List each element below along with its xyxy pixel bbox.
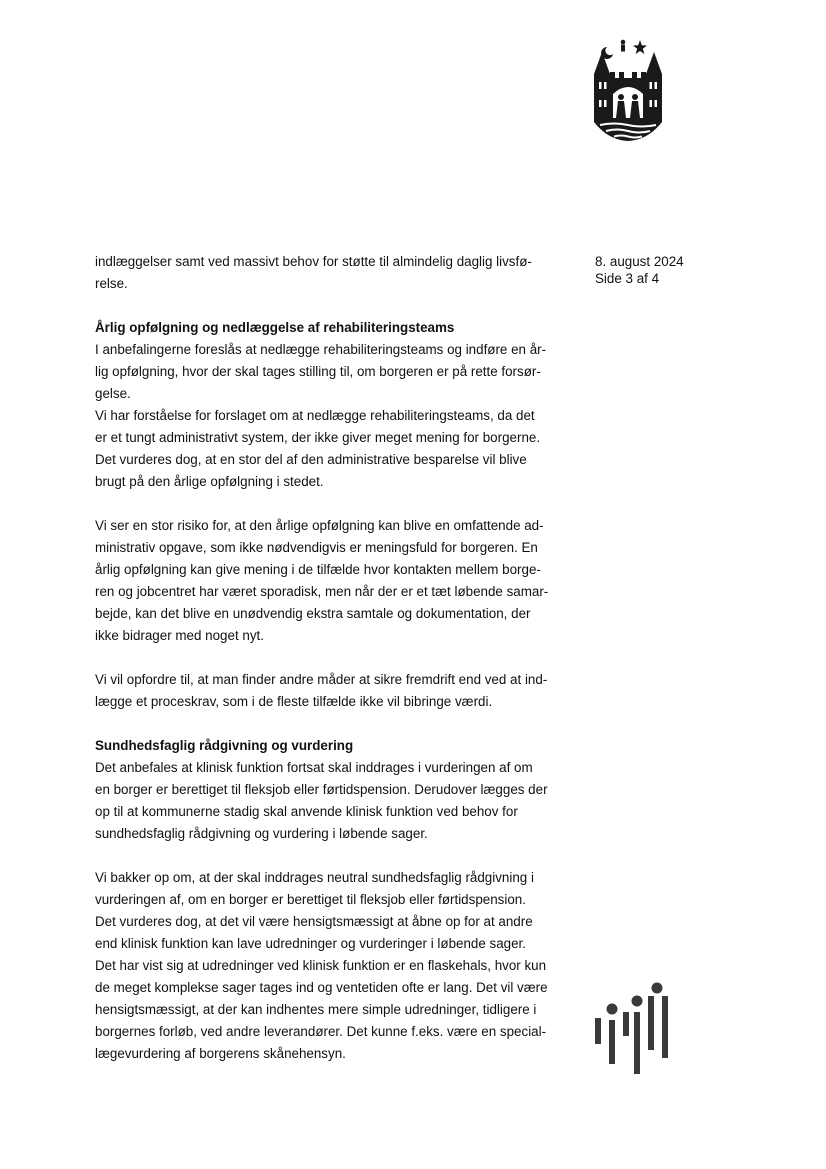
aarhus-crest-icon xyxy=(588,38,668,142)
body-line: ren og jobcentret har været sporadisk, men når der er et tæt løbende samar- xyxy=(95,584,549,599)
body-line: lig opfølgning, hvor der skal tages stilling til, om borgeren er på rette forsør- xyxy=(95,364,541,379)
body-line: de meget komplekse sager tages ind og ventetiden ofte er lang. Det vil være xyxy=(95,980,548,995)
body-line: Vi ser en stor risiko for, at den årlige opfølgning kan blive en omfattende ad- xyxy=(95,518,544,533)
body-line: er et tungt administrativt system, der ikke giver meget mening for borgerne. xyxy=(95,430,541,445)
letter-date: 8. august 2024 xyxy=(595,254,684,269)
body-line: en borger er berettiget til fleksjob eller førtidspension. Derudover lægges der xyxy=(95,782,548,797)
side-meta xyxy=(595,253,684,287)
body-line: lægge et proceskrav, som i de fleste tilfælde ikke vil bibringe værdi. xyxy=(95,694,493,709)
body-text xyxy=(95,251,585,1065)
section-heading: Sundhedsfaglig rådgivning og vurdering xyxy=(95,738,354,753)
body-line: borgernes forløb, ved andre leverandører. Det kunne f.eks. være en special- xyxy=(95,1024,547,1039)
section-heading: Årlig opfølgning og nedlæggelse af rehabiliteringsteams xyxy=(95,320,455,335)
paragraph-gap xyxy=(95,845,585,867)
body-line: årlig opfølgning kan give mening i de tilfælde hvor kontakten mellem borge- xyxy=(95,562,541,577)
paragraph-gap xyxy=(95,493,585,515)
body-line: I anbefalingerne foreslås at nedlægge rehabiliteringsteams og indføre en år- xyxy=(95,342,547,357)
body-line: brugt på den årlige opfølgning i stedet. xyxy=(95,474,324,489)
body-line: ministrativ opgave, som ikke nødvendigvis er meningsfuld for borgeren. En xyxy=(95,540,538,555)
body-line: Vi bakker op om, at der skal inddrages neutral sundhedsfaglig rådgivning i xyxy=(95,870,534,885)
body-line: lægevurdering af borgerens skånehensyn. xyxy=(95,1046,346,1061)
body-line: Vi vil opfordre til, at man finder andre måder at sikre fremdrift end ved at ind- xyxy=(95,672,548,687)
page-number: Side 3 af 4 xyxy=(595,271,660,286)
body-line: gelse. xyxy=(95,386,131,401)
paragraph-gap xyxy=(95,713,585,735)
aarhus-kommune-mark-icon xyxy=(594,982,670,1088)
body-line: Det vurderes dog, at det vil være hensigtsmæssigt at åbne op for at andre xyxy=(95,914,533,929)
body-line: op til at kommunerne stadig skal anvende klinisk funktion ved behov for xyxy=(95,804,518,819)
body-line: bejde, kan det blive en unødvendig ekstra samtale og dokumentation, der xyxy=(95,606,531,621)
body-line: ikke bidrager med noget nyt. xyxy=(95,628,264,643)
paragraph-gap xyxy=(95,647,585,669)
body-line: Det har vist sig at udredninger ved klinisk funktion er en flaskehals, hvor kun xyxy=(95,958,547,973)
body-line: indlæggelser samt ved massivt behov for støtte til almindelig daglig livsfø- xyxy=(95,254,532,269)
body-line: hensigtsmæssigt, at der kan indhentes mere simple udredninger, tidligere i xyxy=(95,1002,537,1017)
body-line: vurderingen af, om en borger er berettiget til fleksjob eller førtidspension. xyxy=(95,892,526,907)
body-line: Det vurderes dog, at en stor del af den administrative besparelse vil blive xyxy=(95,452,527,467)
body-line: Det anbefales at klinisk funktion fortsat skal inddrages i vurderingen af om xyxy=(95,760,533,775)
body-line: end klinisk funktion kan lave udredninger og vurderinger i løbende sager. xyxy=(95,936,526,951)
body-line: sundhedsfaglig rådgivning og vurdering i løbende sager. xyxy=(95,826,428,841)
body-line: relse. xyxy=(95,276,128,291)
body-line: Vi har forståelse for forslaget om at nedlægge rehabiliteringsteams, da det xyxy=(95,408,535,423)
paragraph-gap xyxy=(95,295,585,317)
